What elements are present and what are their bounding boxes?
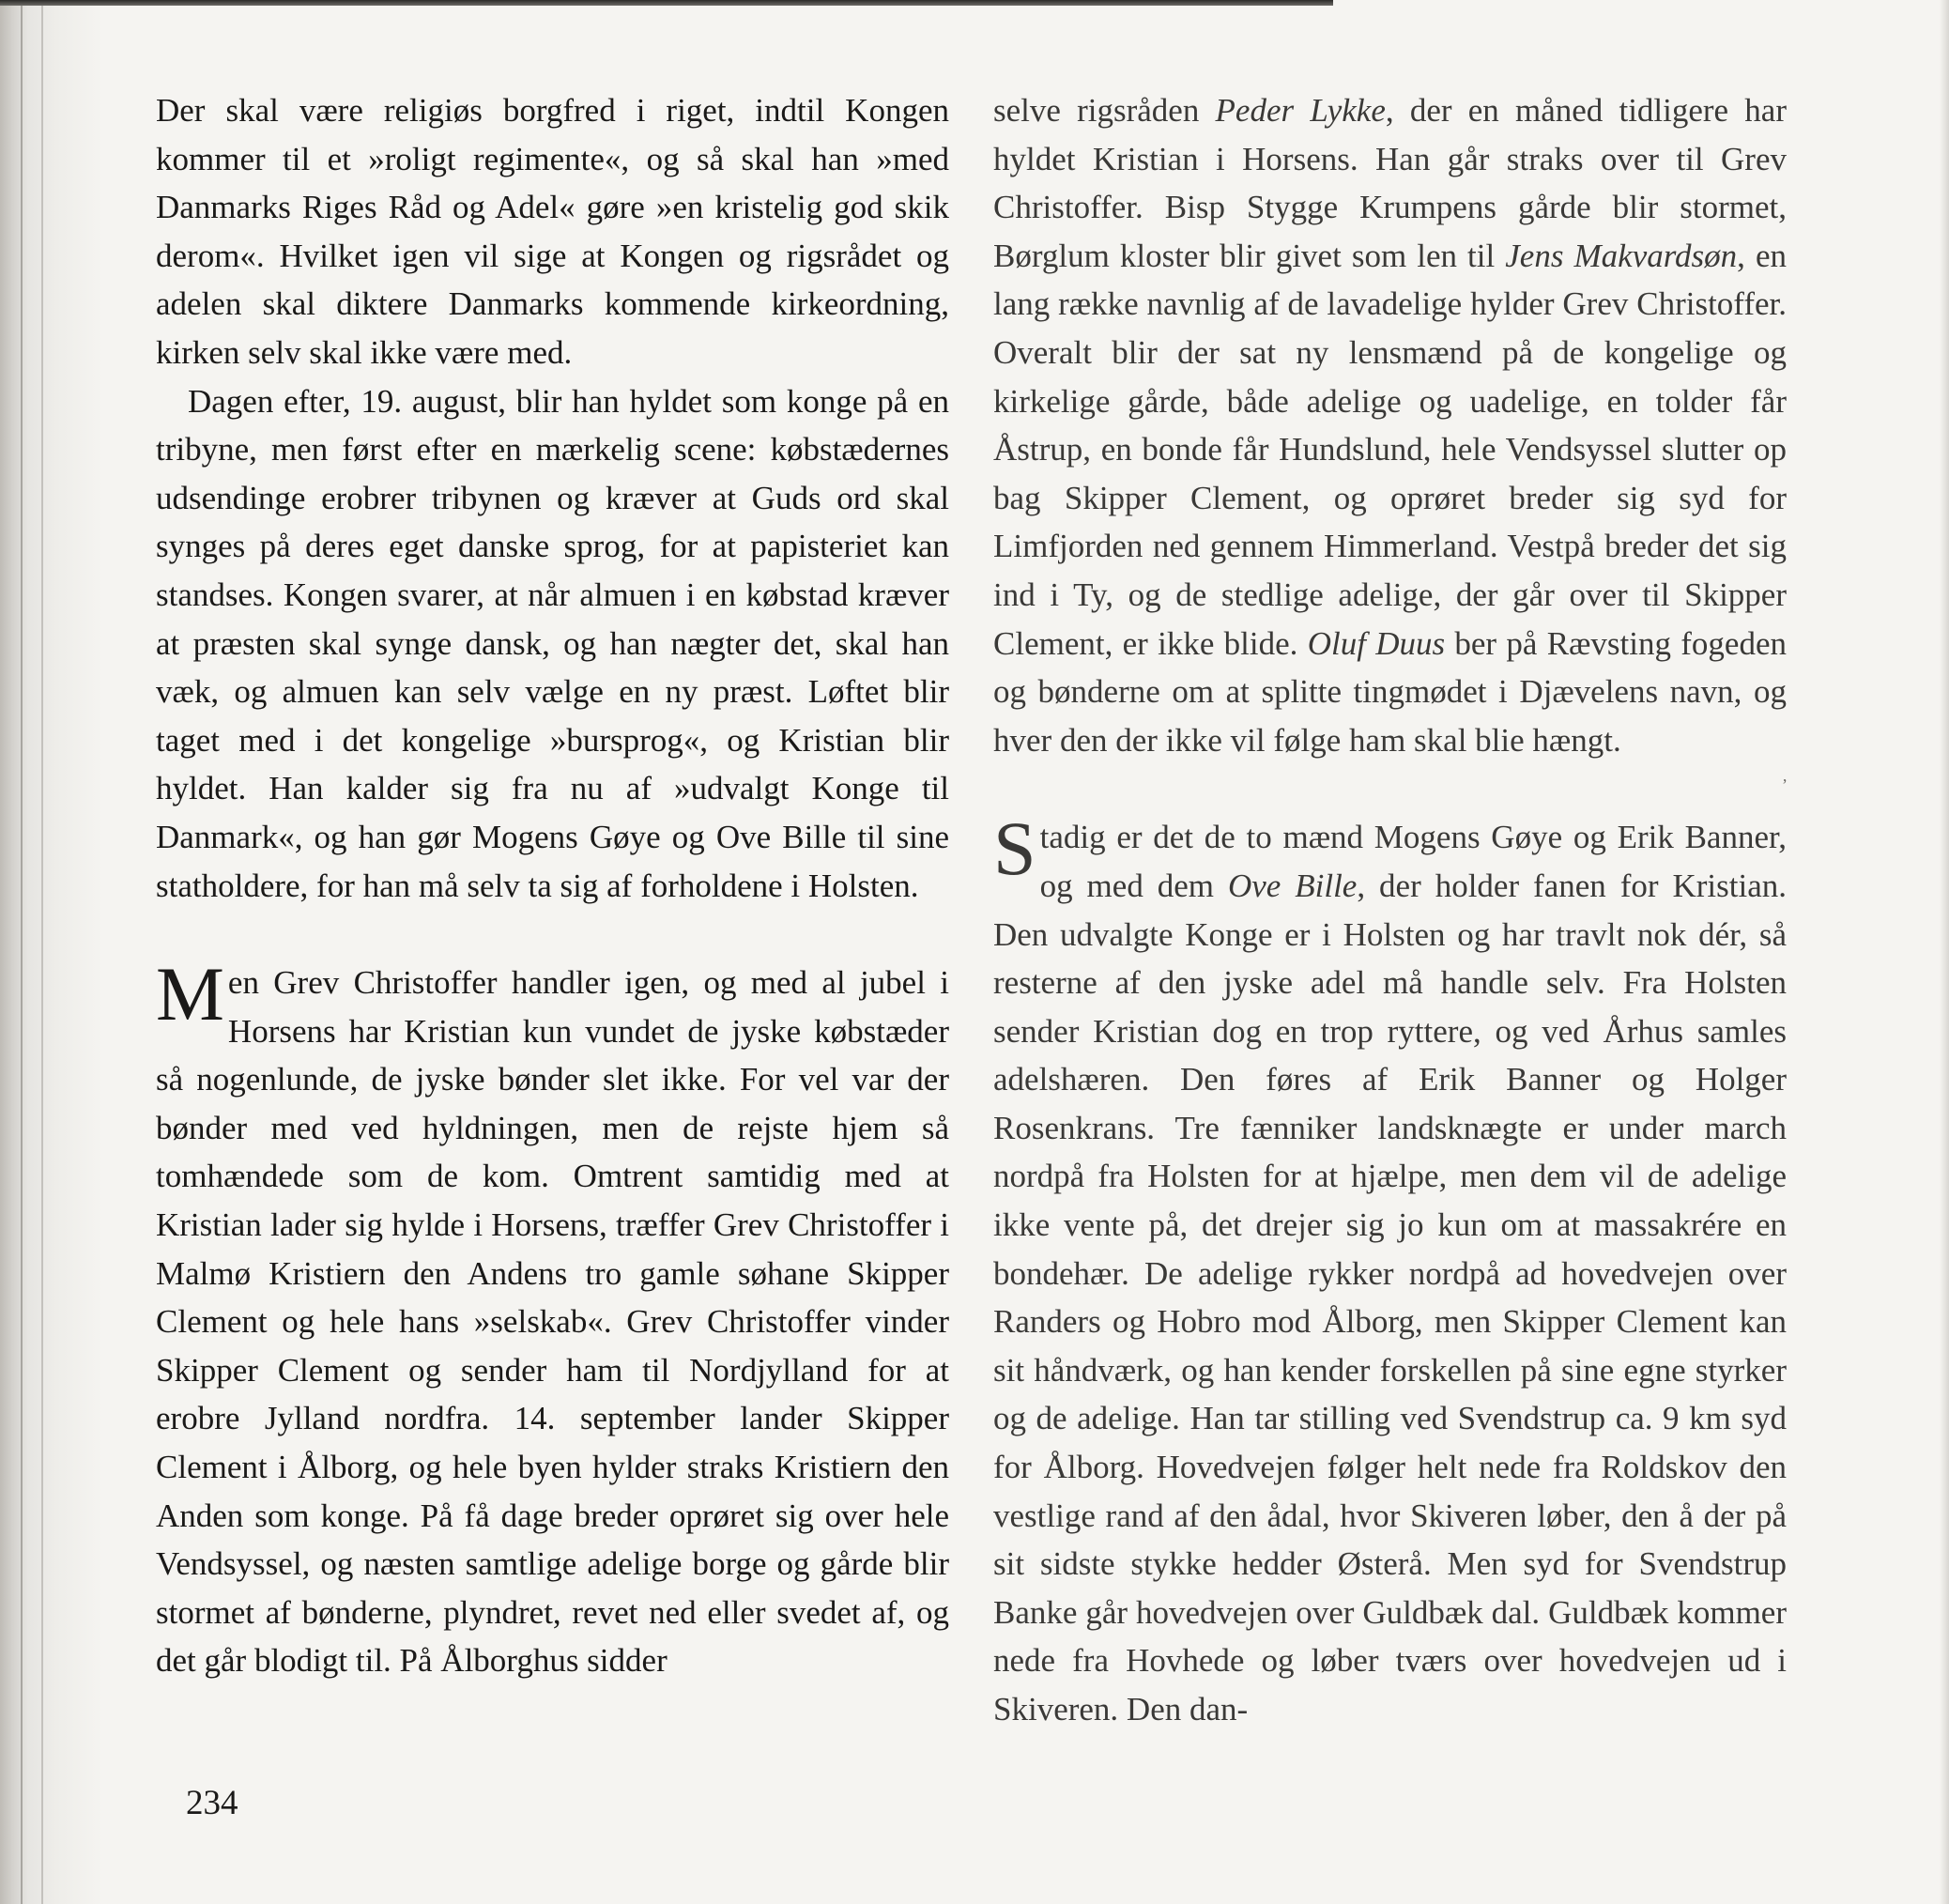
paragraph-text: , en lang række navnlig af de lavadelige hylder Grev Christoffer. Overalt blir der sat ny lensmænd på de kongelige og kirkelige gårde, både adelige og uadelige, en tolder får Åstrup, en bonde får Hundslund, hele Vendsyssel slutter op bag Skipper Clement, og oprøret breder sig syd for Limfjorden ned gennem Himmerland. Vestpå breder det sig ind i Ty, og de stedlige adelige, der går over til Skipper Clement, er ikke blide. bbox=[993, 237, 1788, 662]
page-number: 234 bbox=[186, 1784, 238, 1822]
right-column bbox=[993, 86, 1787, 1734]
paragraph-text: selve rigsråden bbox=[993, 92, 1216, 129]
italic-name: Ove Bille bbox=[1227, 867, 1358, 904]
drop-cap: S bbox=[993, 806, 1036, 892]
page-top-edge bbox=[0, 0, 1333, 6]
paragraph-text: , der holder fanen for Kristian. Den udvalgte Konge er i Holsten og har travlt nok dér, så resterne af den jyske adel må handle selv. Fra Holsten sender Kristian dog en trop ryttere, og ved Århus samles adelshæren. Den føres af Erik Banner og Holger Rosenkrans. Tre fænniker landsknægte er under march nordpå fra Holsten for at hjælpe, men dem vil de adelige ikke vente på, det drejer sig jo kun om at massakrére en bondehær. De adelige rykker nordpå ad hovedvejen over Randers og Hobro mod Ålborg, men Skipper Clement kan sit håndværk, og han kender forskellen på sine egne styrker og de adelige. Han tar stilling ved Svendstrup ca. 9 km syd for Ålborg. Hovedvejen følger helt nede fra Roldskov den vestlige rand af den ådal, hvor Skiveren løber, den å der på sit sidste stykke hedder Østerå. Men syd for Svendstrup Banke går hovedvejen over Guldbæk dal. Guldbæk kommer nede fra Hovhede og løber tværs over hovedvejen ud i Skiveren. Den dan- bbox=[993, 867, 1787, 1727]
binding-line bbox=[21, 0, 23, 1904]
italic-name: Peder Lykke bbox=[1215, 92, 1386, 129]
paragraph bbox=[993, 86, 1787, 764]
section-paragraph bbox=[993, 806, 1787, 1733]
paragraph: Der skal være religiøs borgfred i riget, indtil Kongen kommer til et »roligt regimente«, og så skal han »med Danmarks Riges Råd og Adel« gøre »en kristelig god skik derom«. Hvilket igen vil sige at Kongen og rigsrådet og adelen skal diktere Danmarks kommende kirkeordning, kirken selv skal ikke være med. bbox=[156, 92, 949, 371]
drop-cap: M bbox=[156, 951, 224, 1037]
paragraph-text: , der en måned tidligere har hyldet Kristian i Horsens. Han går straks over til Grev Christoffer. Bisp Stygge Krumpens gårde blir stormet, Børglum kloster blir givet som len til bbox=[993, 92, 1787, 274]
binding-line bbox=[41, 0, 43, 1904]
paragraph-text: tadig er det de to mænd Mogens Gøye og Erik Banner, og med dem bbox=[1039, 819, 1787, 904]
italic-name: Oluf Duus bbox=[1307, 624, 1446, 662]
section-paragraph bbox=[156, 951, 949, 1685]
left-column bbox=[156, 86, 949, 1685]
paragraph-text: en Grev Christoffer handler igen, og med al jubel i Horsens har Kristian kun vundet de jyske købstæder så nogenlunde, de jyske bønder slet ikke. For vel var der bønder med ved hyldningen, men de rejste hjem så tomhændede som de kom. Omtrent samtidig med at Kristian lader sig hylde i Horsens, træffer Grev Christoffer i Malmø Kristiern den Andens tro gamle søhane Skipper Clement og hele hans »selskab«. Grev Christoffer vinder Skipper Clement og sender ham til Nordjylland for at erobre Jylland nordfra. 14. september lander Skipper Clement i Ålborg, og hele byen hylder straks Kristiern den Anden som konge. På få dage breder oprøret sig over hele Vendsyssel, og næsten samtlige adelige borge og gårde blir stormet af bønderne, plyndret, revet ned eller svedet af, og det går blodigt til. På Ålborghus sidder bbox=[156, 964, 949, 1680]
binding-shadow bbox=[0, 0, 103, 1904]
italic-name: Jens Makvardsøn bbox=[1505, 237, 1738, 274]
stray-mark: ʼ bbox=[1782, 775, 1788, 794]
paragraph: Dagen efter, 19. august, blir han hyldet som konge på en tribyne, men først efter en mærkelig scene: købstædernes udsendinge erobrer tribynen og kræver at Guds ord skal synges på deres eget danske sprog, for at papisteriet kan standses. Kongen svarer, at når almuen i en købstad kræver at præsten skal synge dansk, og han nægter det, skal han væk, og almuen kan selv vælge en ny præst. Løftet blir taget med i det kongelige »bursprog«, og Kristian blir hyldet. Han kalder sig fra nu af »udvalgt Konge til Danmark«, og han gør Mogens Gøye og Ove Bille til sine statholdere, for han må selv ta sig af forholdene i Holsten. bbox=[156, 382, 949, 904]
page-right-edge bbox=[1940, 0, 1949, 1904]
paragraph-text: ber på Rævsting fogeden og bønderne om at splitte tingmødet i Djævelens navn, og hver den der ikke vil følge ham skal blie hængt. bbox=[993, 624, 1787, 759]
